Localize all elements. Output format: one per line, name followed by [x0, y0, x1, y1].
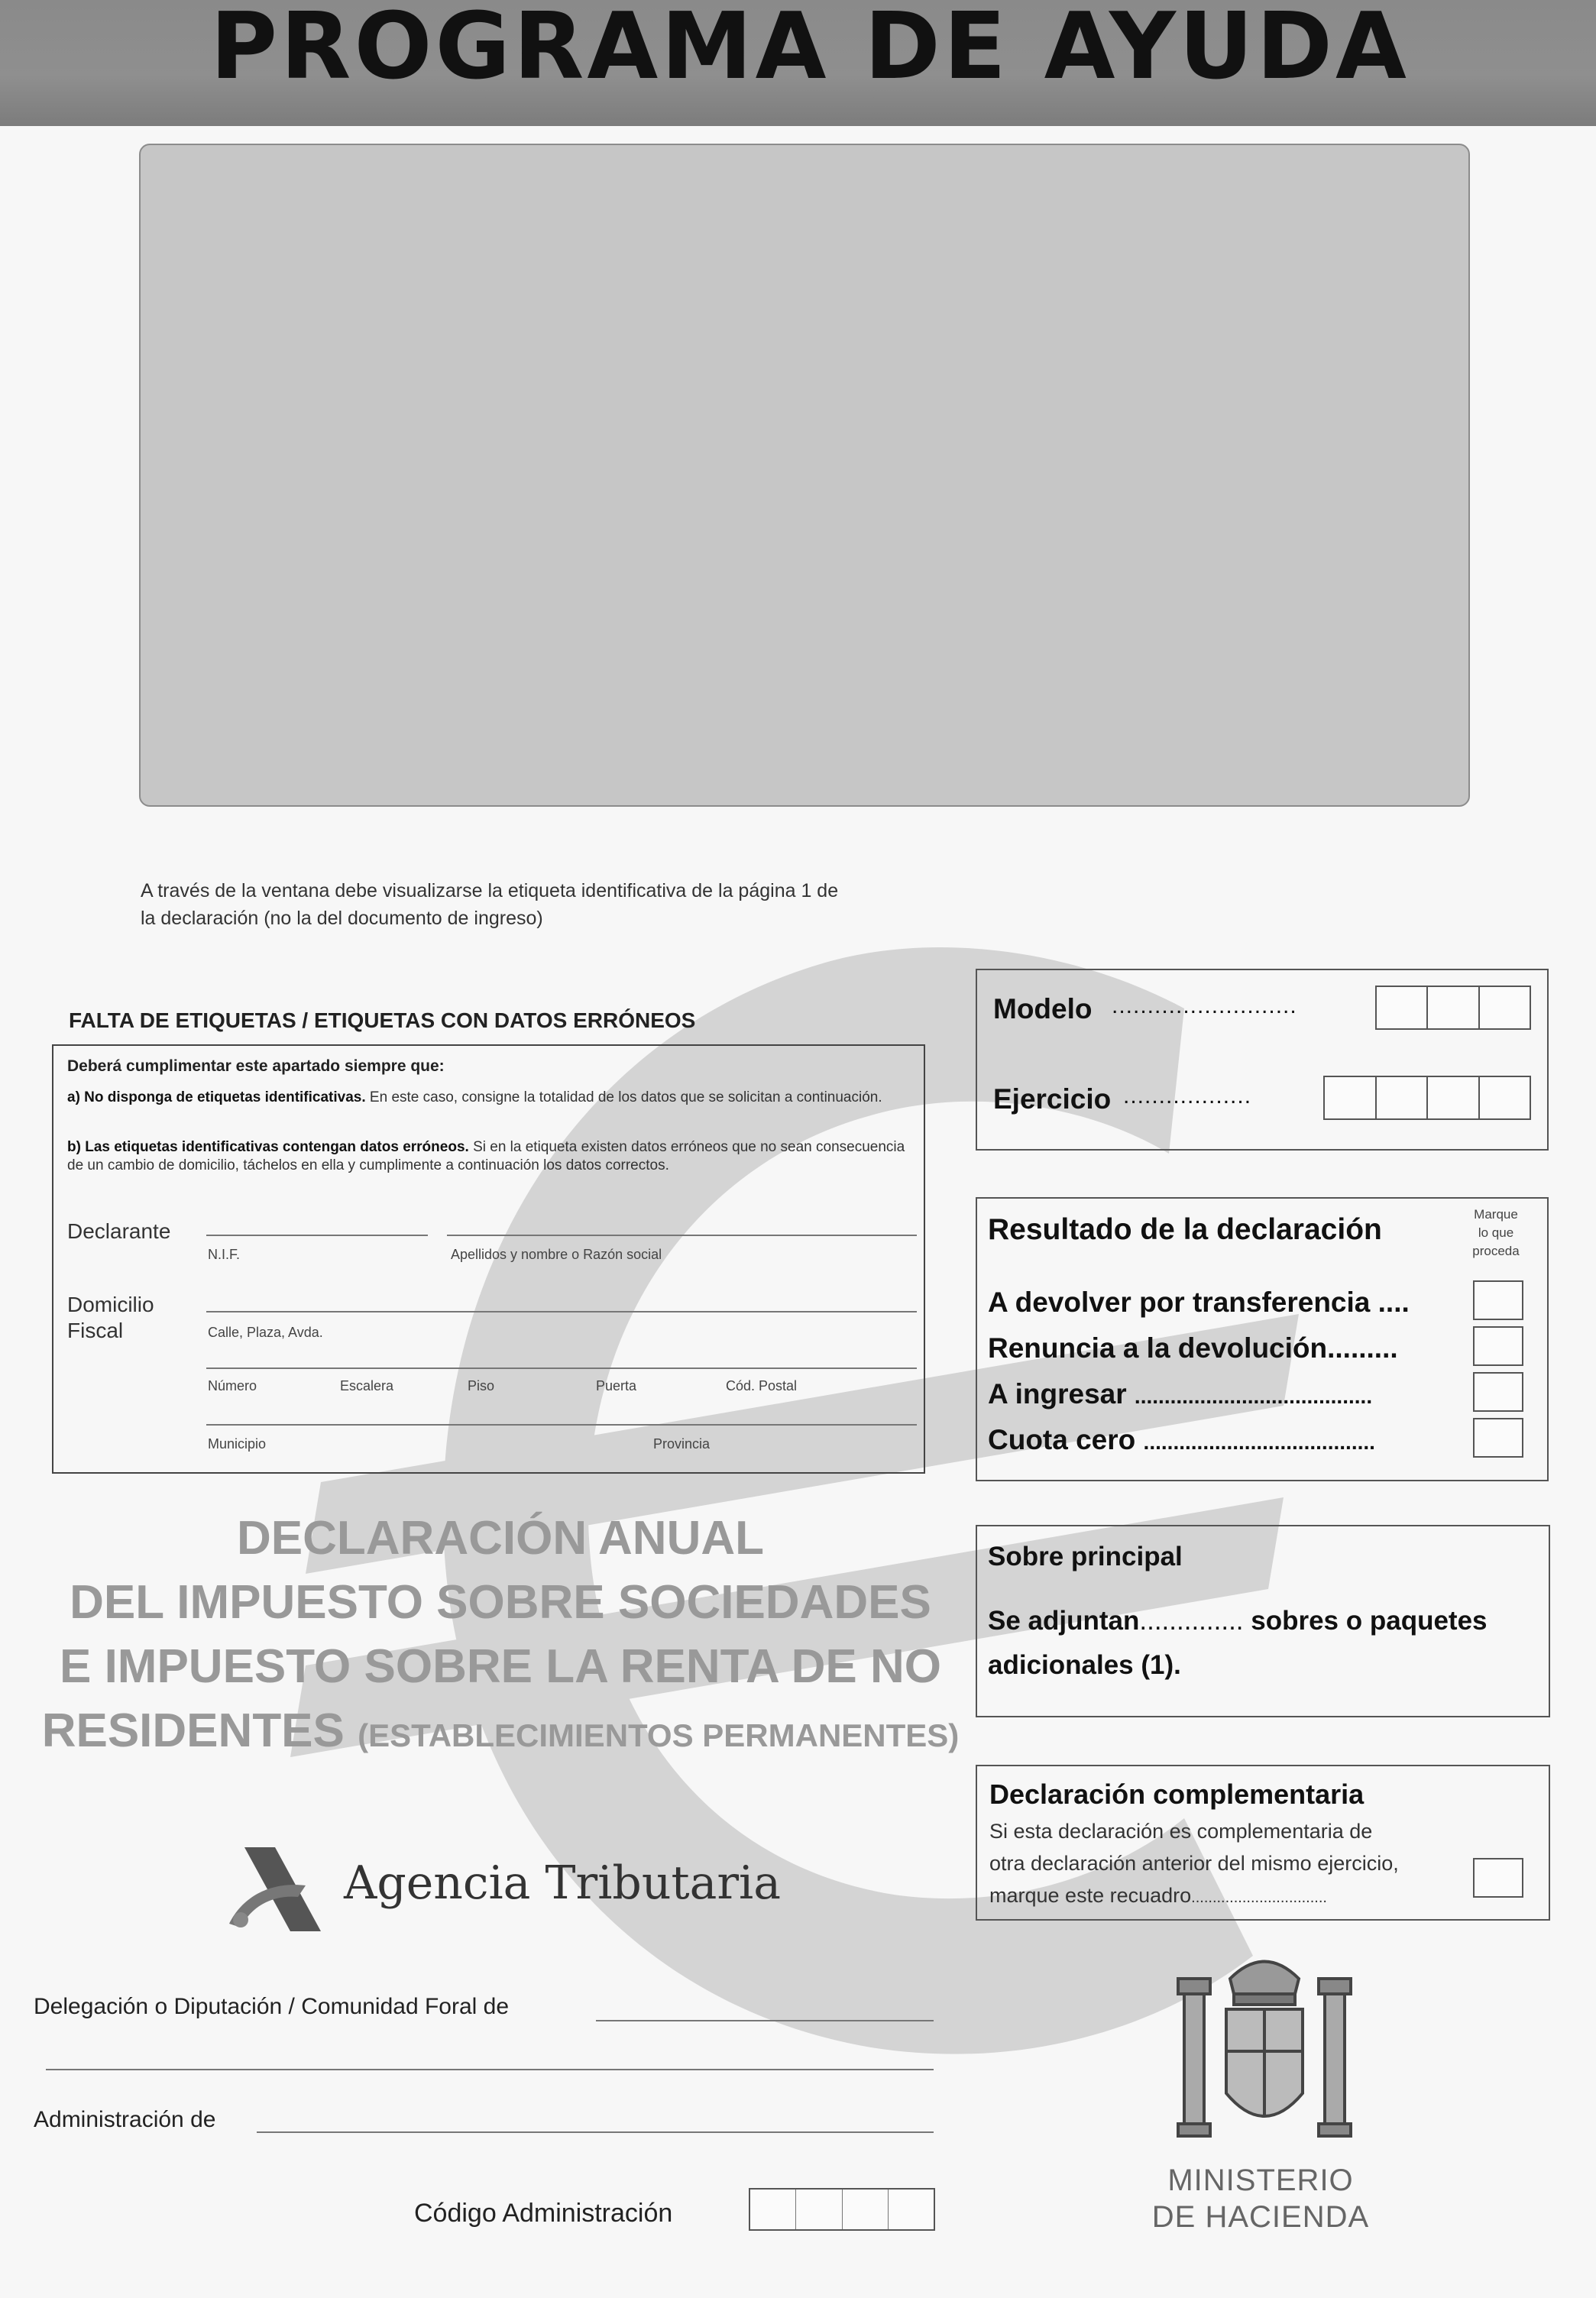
cod-postal-label: Cód. Postal: [726, 1378, 798, 1393]
resultado-row-label: A devolver por transferencia: [988, 1287, 1371, 1318]
ejercicio-input[interactable]: [1323, 1076, 1531, 1120]
agencia-tributaria-name: Agencia Tributaria: [344, 1856, 781, 1910]
resultado-row-dots: .........: [1327, 1332, 1398, 1364]
modelo-dots: ..........................: [1112, 993, 1297, 1018]
declaracion-line-1: DECLARACIÓN ANUAL: [237, 1512, 764, 1565]
marque-line-2: lo que: [1478, 1225, 1514, 1240]
ingresar-checkbox[interactable]: [1473, 1372, 1523, 1412]
resultado-row-cuota-cero: [988, 1424, 1375, 1456]
escalera-label: Escalera: [340, 1378, 394, 1393]
falta-item-b: [67, 1138, 911, 1175]
falta-item-b-text: Si en la etiqueta existen datos erróneos que no sean consecuencia de un cambio de domicilio, táchelos en ella y cumplimente a continuación los datos correctos.: [67, 1139, 905, 1173]
municipio-row-field[interactable]: [206, 1424, 917, 1426]
declarante-label: Declarante: [67, 1219, 171, 1243]
complementaria-dots: ................................: [1191, 1889, 1327, 1906]
calle-field[interactable]: [206, 1311, 917, 1312]
complementaria-text: [989, 1815, 1399, 1914]
administracion-field[interactable]: [257, 2131, 934, 2133]
sobre-principal-line-1: [988, 1606, 1488, 1636]
complementaria-line-1: Si esta declaración es complementaria de: [989, 1820, 1373, 1843]
declaracion-line-4: [31, 1699, 970, 1768]
nif-field[interactable]: [206, 1235, 428, 1236]
modelo-label: Modelo: [993, 993, 1093, 1024]
resultado-title: Resultado de la declaración: [988, 1213, 1382, 1246]
sobre-principal-title: Sobre principal: [988, 1542, 1183, 1571]
resultado-row-label: Cuota cero: [988, 1424, 1136, 1455]
provincia-label: Provincia: [653, 1436, 711, 1452]
complementaria-line-3: [989, 1879, 1399, 1914]
establecimientos-label: (ESTABLECIMIENTOS PERMANENTES): [358, 1717, 960, 1753]
residentes-label: RESIDENTES: [41, 1704, 345, 1757]
piso-label: Piso: [468, 1378, 495, 1393]
declaracion-line-3: E IMPUESTO SOBRE LA RENTA DE NO: [60, 1640, 941, 1693]
administracion-label: Administración de: [34, 2107, 216, 2132]
complementaria-line-2: otra declaración anterior del mismo ejercicio,: [989, 1852, 1399, 1875]
page-title: PROGRAMA DE AYUDA: [210, 0, 1410, 100]
modelo-input[interactable]: [1375, 986, 1531, 1030]
resultado-row-label: A ingresar: [988, 1378, 1127, 1410]
resultado-row-dots: ....: [1377, 1287, 1410, 1318]
se-adjuntan-label: Se adjuntan: [988, 1606, 1140, 1636]
resultado-row-dots: ........................................: [1134, 1384, 1373, 1408]
complementaria-line-3-text: marque este recuadro: [989, 1884, 1192, 1907]
marque-note: [1450, 1206, 1542, 1261]
nif-label: N.I.F.: [208, 1247, 241, 1262]
delegacion-label: Delegación o Diputación / Comunidad Foral de: [34, 1994, 510, 2019]
sobres-label: sobres o paquetes: [1251, 1606, 1488, 1636]
resultado-row-dots: .......................................: [1143, 1430, 1375, 1454]
resultado-row-devolver: [988, 1287, 1410, 1319]
marque-line-1: Marque: [1474, 1207, 1518, 1222]
sobre-count-field[interactable]: ..............: [1139, 1606, 1244, 1636]
resultado-row-renuncia: [988, 1332, 1398, 1364]
window-note: [141, 877, 1012, 932]
ministerio-de-hacienda: [1131, 2162, 1390, 2235]
label-window: [139, 144, 1470, 807]
codigo-administracion-input[interactable]: [749, 2188, 935, 2231]
resultado-row-label: Renuncia a la devolución: [988, 1332, 1328, 1364]
devolver-checkbox[interactable]: [1473, 1280, 1523, 1320]
municipio-label: Municipio: [208, 1436, 267, 1452]
apellidos-field[interactable]: [447, 1235, 917, 1236]
coat-of-arms-icon: [1169, 1948, 1360, 2154]
marque-line-3: proceda: [1472, 1244, 1520, 1258]
agencia-tributaria-logo-icon: [222, 1840, 336, 1939]
numero-row-field[interactable]: [206, 1367, 917, 1369]
falta-item-a-bold: a) No disponga de etiquetas identificativas.: [67, 1089, 366, 1105]
calle-label: Calle, Plaza, Avda.: [208, 1325, 323, 1340]
delegacion-field[interactable]: [596, 2020, 934, 2021]
complementaria-checkbox[interactable]: [1473, 1858, 1523, 1898]
ejercicio-dots: ..................: [1123, 1083, 1252, 1109]
falta-item-b-bold: b) Las etiquetas identificativas contengan datos erróneos.: [67, 1139, 469, 1155]
puerta-label: Puerta: [596, 1378, 637, 1393]
falta-item-a-text: En este caso, consigne la totalidad de los datos que se solicitan a continuación.: [365, 1089, 882, 1105]
window-note-line-1: A través de la ventana debe visualizarse la etiqueta identificativa de la página 1 de: [141, 880, 839, 901]
resultado-row-ingresar: [988, 1378, 1372, 1410]
renuncia-checkbox[interactable]: [1473, 1326, 1523, 1366]
falta-lead: Deberá cumplimentar este apartado siempre que:: [67, 1057, 445, 1075]
fiscal-label: Fiscal: [67, 1319, 124, 1342]
delegacion-field-line-2[interactable]: [46, 2069, 934, 2070]
complementaria-title: Declaración complementaria: [989, 1779, 1365, 1810]
declaracion-line-2: DEL IMPUESTO SOBRE SOCIEDADES: [70, 1576, 931, 1629]
numero-label: Número: [208, 1378, 257, 1393]
falta-item-a: [67, 1089, 911, 1107]
window-note-line-2: la declaración (no la del documento de ingreso): [141, 908, 543, 929]
cuota-cero-checkbox[interactable]: [1473, 1418, 1523, 1458]
falta-etiquetas-title: FALTA DE ETIQUETAS / ETIQUETAS CON DATOS ERRÓNEOS: [69, 1008, 696, 1032]
ejercicio-label: Ejercicio: [993, 1083, 1112, 1115]
ministerio-line-1: MINISTERIO: [1167, 2164, 1354, 2197]
apellidos-label: Apellidos y nombre o Razón social: [451, 1247, 662, 1262]
codigo-administracion-label: Código Administración: [414, 2199, 673, 2228]
ministerio-line-2: DE HACIENDA: [1151, 2200, 1370, 2234]
domicilio-label: Domicilio: [67, 1293, 154, 1316]
sobre-principal-line-2: adicionales (1).: [988, 1650, 1181, 1680]
